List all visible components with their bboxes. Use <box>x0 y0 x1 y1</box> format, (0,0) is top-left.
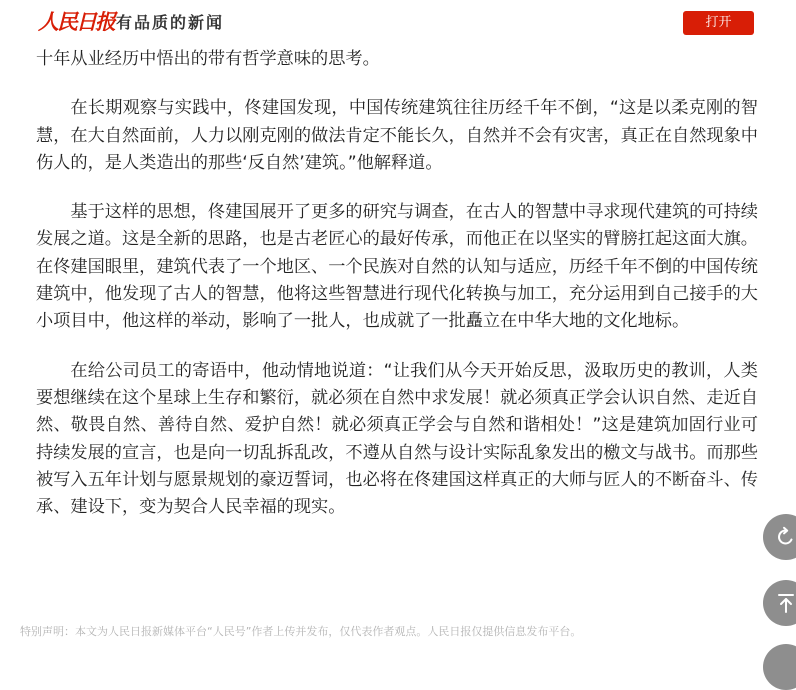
slogan: 有品质的新闻 <box>116 13 225 32</box>
back-to-top-button[interactable] <box>763 580 796 626</box>
disclaimer: 特别声明：本文为人民日报新媒体平台“人民号”作者上传并发布，仅代表作者观点。人民日报仅提供信息发布平台。 <box>20 625 582 638</box>
article-paragraph: 在长期观察与实践中，佟建国发现，中国传统建筑往往历经千年不倒，“这是以柔克刚的智慧，在大自然面前，人力以刚克刚的做法肯定不能长久，自然并不会有灾害，真正在自然现象中伤人的，是人类造出的那些‘反自然’建筑。”他解释道。 <box>36 98 758 173</box>
article-paragraph: 基于这样的思想，佟建国展开了更多的研究与调查，在古人的智慧中寻求现代建筑的可持续发展之道。这是全新的思路，也是古老匠心的最好传承，而他正在以坚实的臂膀扛起这面大旗。在佟建国眼里，建筑代表了一个地区、一个民族对自然的认知与适应，历经千年不倒的中国传统建筑中，他发现了古人的智慧，他将这些智慧进行现代化转换与加工，充分运用到自己接手的大小项目中，他这样的举动，影响了一批人，也成就了一批矗立在中华大地的文化地标。 <box>36 202 758 332</box>
top-bar <box>0 0 796 46</box>
arrow-up-icon <box>774 591 796 615</box>
refresh-icon <box>774 525 796 549</box>
article-body <box>36 46 758 521</box>
more-button[interactable] <box>763 644 796 690</box>
refresh-button[interactable] <box>763 514 796 560</box>
article-paragraph: 十年从业经历中悟出的带有哲学意味的思考。 <box>36 49 380 69</box>
logo[interactable]: 人民日报 <box>38 9 114 34</box>
open-app-button[interactable]: 打开 <box>683 11 754 35</box>
article-paragraph: 在给公司员工的寄语中，他动情地说道：“让我们从今天开始反思，汲取历史的教训，人类要想继续在这个星球上生存和繁衍，就必须在自然中求发展！就必须真正学会认识自然、走近自然、敬畏自然、善待自然、爱护自然！就必须真正学会与自然和谐相处！”这是建筑加固行业可持续发展的宣言，也是向一切乱拆乱改，不遵从自然与设计实际乱象发出的檄文与战书。而那些被写入五年计划与愿景规划的豪迈誓词，也必将在佟建国这样真正的大师与匠人的不断奋斗、传承、建设下，变为契合人民幸福的现实。 <box>36 360 758 518</box>
